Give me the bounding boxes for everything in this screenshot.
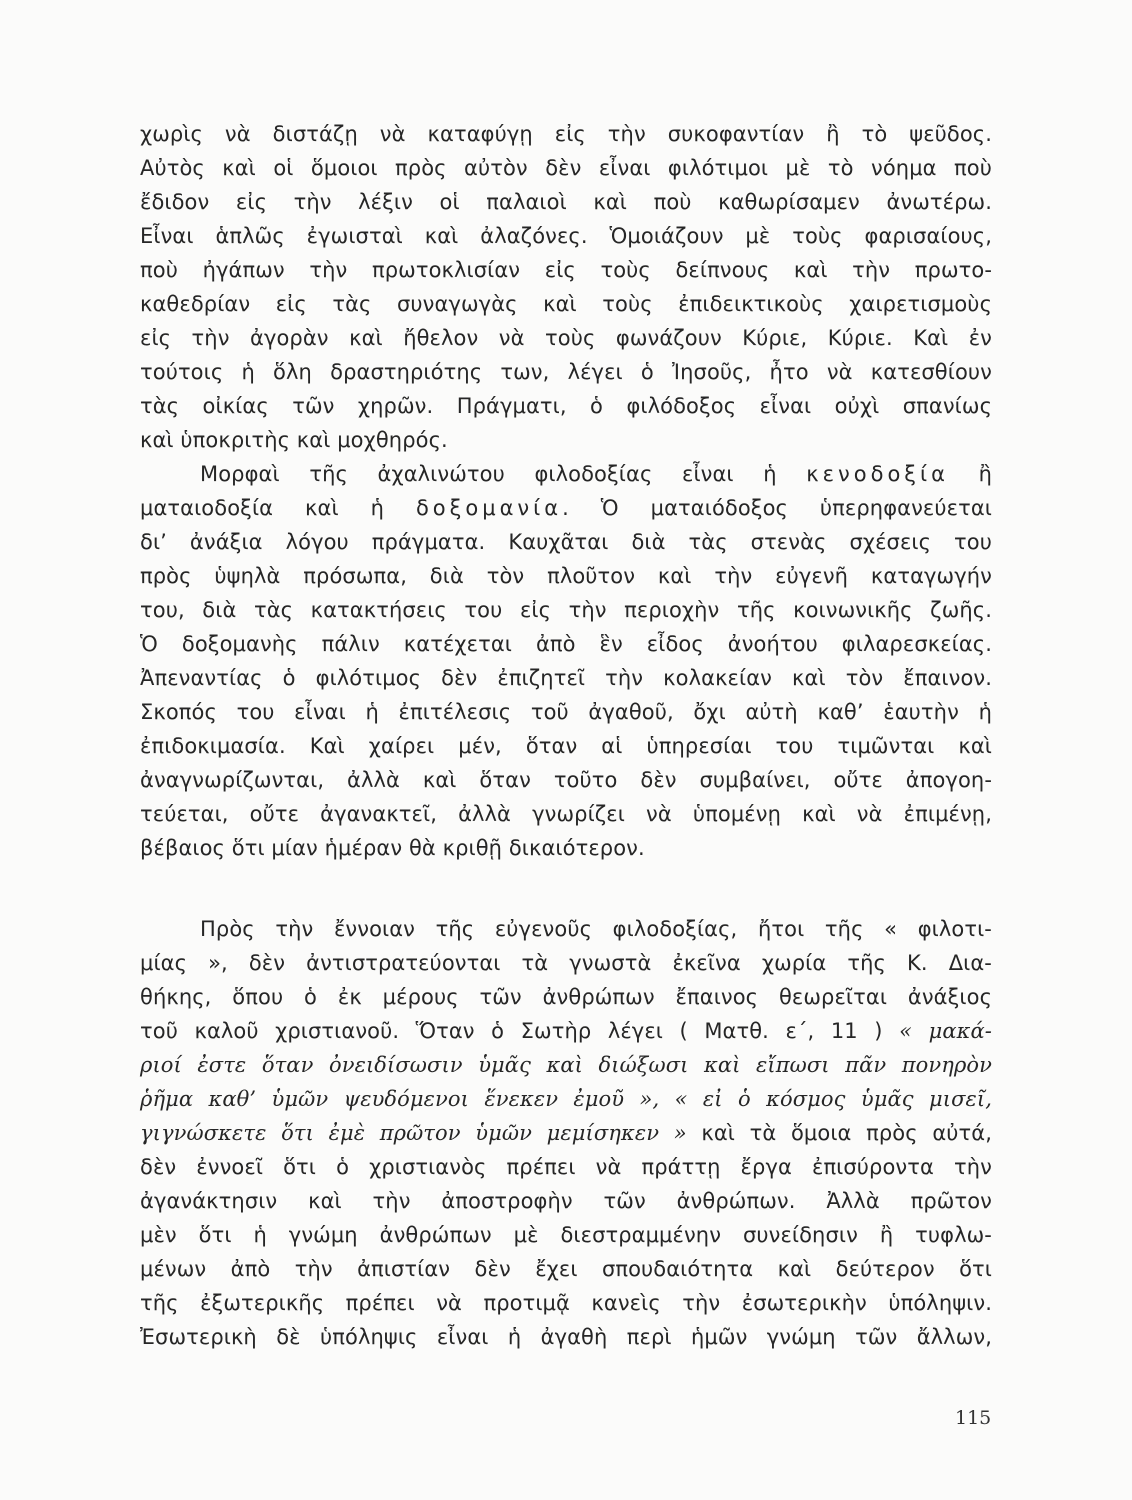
quotation: γιγνώσκετε ὅτι ἐμὲ πρῶτον ὑμῶν μεμίσηκεν » — [140, 1121, 687, 1145]
text-line: τούτοις ἡ ὅλη δραστηριότης των, λέγει ὁ Ἰησοῦς, ἦτο νὰ κατεσθίουν — [140, 360, 992, 384]
text-run: καὶ τὰ ὅμοια πρὸς αὐτά, — [686, 1121, 992, 1145]
text-line: ἐπιδοκιμασία. Καὶ χαίρει μέν, ὅταν αἱ ὑπηρεσίαι του τιμῶνται καὶ — [140, 734, 992, 758]
text-line: Σκοπός του εἶναι ἡ ἐπιτέλεσις τοῦ ἀγαθοῦ, ὄχι αὐτὴ καθ’ ἑαυτὴν ἡ — [140, 700, 992, 724]
text-line: Ἐσωτερικὴ δὲ ὑπόληψις εἶναι ἡ ἀγαθὴ περὶ ἡμῶν γνώμη τῶν ἄλλων, — [140, 1325, 992, 1349]
text-section-2 — [140, 912, 992, 1354]
page-number: 115 — [955, 1407, 992, 1429]
text-line: μὲν ὅτι ἡ γνώμη ἀνθρώπων μὲ διεστραμμένην συνείδησιν ἢ τυφλω- — [140, 1223, 992, 1247]
text-line: Ὁ δοξομανὴς πάλιν κατέχεται ἀπὸ ἓν εἶδος ἀνοήτου φιλαρεσκείας. — [140, 632, 992, 656]
text-run: ἢ — [948, 462, 993, 486]
text-line: Πρὸς τὴν ἔννοιαν τῆς εὐγενοῦς φιλοδοξίας, ἤτοι τῆς « φιλοτι- — [200, 917, 992, 941]
text-line: μένων ἀπὸ τὴν ἀπιστίαν δὲν ἔχει σπουδαιότητα καὶ δεύτερον ὅτι — [140, 1257, 992, 1281]
paragraph-line — [140, 1014, 992, 1048]
quotation-line: ριοί ἐστε ὅταν ὀνειδίσωσιν ὑμᾶς καὶ διώξωσι καὶ εἴπωσι πᾶν πονηρὸν — [140, 1053, 992, 1077]
text-line: Εἶναι ἁπλῶς ἐγωισταὶ καὶ ἀλαζόνες. Ὁμοιάζουν μὲ τοὺς φαρισαίους, — [140, 224, 992, 248]
paragraph-line — [140, 457, 992, 491]
text-line: ἔδιδον εἰς τὴν λέξιν οἱ παλαιοὶ καὶ ποὺ καθωρίσαμεν ἀνωτέρω. — [140, 190, 992, 214]
text-line: τῆς ἐξωτερικῆς πρέπει νὰ προτιμᾷ κανεὶς τὴν ἐσωτερικὴν ὑπόληψιν. — [140, 1291, 992, 1315]
text-line: μίας », δὲν ἀντιστρατεύονται τὰ γνωστὰ ἐκεῖνα χωρία τῆς Κ. Δια- — [140, 951, 992, 975]
quotation: « μακά- — [899, 1019, 992, 1043]
text-line: βέβαιος ὅτι μίαν ἡμέραν θὰ κριθῇ δικαιότερον. — [140, 836, 645, 860]
text-line: του, διὰ τὰς κατακτήσεις του εἰς τὴν περιοχὴν τῆς κοινωνικῆς ζωῆς. — [140, 598, 992, 622]
text-line: εἰς τὴν ἀγορὰν καὶ ἤθελον νὰ τοὺς φωνάζουν Κύριε, Κύριε. Καὶ ἐν — [140, 326, 992, 350]
text-line: χωρὶς νὰ διστάζῃ νὰ καταφύγῃ εἰς τὴν συκοφαντίαν ἢ τὸ ψεῦδος. — [140, 122, 992, 146]
text-run: . Ὁ ματαιόδοξος ὑπερηφανεύεται — [562, 496, 992, 520]
emphasized-term: δοξομανία — [415, 496, 563, 520]
text-run: τοῦ καλοῦ χριστιανοῦ. Ὅταν ὁ Σωτὴρ λέγει ( Ματθ. ε΄, 11 ) — [140, 1019, 900, 1043]
text-line: ἀγανάκτησιν καὶ τὴν ἀποστροφὴν τῶν ἀνθρώπων. Ἀλλὰ πρῶτον — [140, 1189, 992, 1213]
emphasized-term: κενοδοξία — [806, 462, 949, 486]
quotation-line: ῥῆμα καθ’ ὑμῶν ψευδόμενοι ἕνεκεν ἐμοῦ », « εἰ ὁ κόσμος ὑμᾶς μισεῖ, — [140, 1087, 992, 1111]
text-line: δὲν ἐννοεῖ ὅτι ὁ χριστιανὸς πρέπει νὰ πράττῃ ἔργα ἐπισύροντα τὴν — [140, 1155, 992, 1179]
text-line: Ἀπεναντίας ὁ φιλότιμος δὲν ἐπιζητεῖ τὴν κολακείαν καὶ τὸν ἔπαινον. — [140, 666, 992, 690]
text-run: Μορφαὶ τῆς ἀχαλινώτου φιλοδοξίας εἶναι ἡ — [200, 462, 807, 486]
text-line: πρὸς ὑψηλὰ πρόσωπα, διὰ τὸν πλοῦτον καὶ τὴν εὐγενῆ καταγωγήν — [140, 564, 992, 588]
text-line: καὶ ὑποκριτὴς καὶ μοχθηρός. — [140, 428, 448, 452]
text-line: δι’ ἀνάξια λόγου πράγματα. Καυχᾶται διὰ τὰς στενὰς σχέσεις του — [140, 530, 992, 554]
text-line: Αὐτὸς καὶ οἱ ὅμοιοι πρὸς αὐτὸν δὲν εἶναι φιλότιμοι μὲ τὸ νόημα ποὺ — [140, 156, 992, 180]
text-line: τεύεται, οὔτε ἀγανακτεῖ, ἀλλὰ γνωρίζει νὰ ὑπομένῃ καὶ νὰ ἐπιμένῃ, — [140, 802, 992, 826]
paragraph-line — [140, 1116, 992, 1150]
text-line: καθεδρίαν εἰς τὰς συναγωγὰς καὶ τοὺς ἐπιδεικτικοὺς χαιρετισμοὺς — [140, 292, 992, 316]
text-line: ἀναγνωρίζωνται, ἀλλὰ καὶ ὅταν τοῦτο δὲν συμβαίνει, οὔτε ἀπογοη- — [140, 768, 992, 792]
text-line: τὰς οἰκίας τῶν χηρῶν. Πράγματι, ὁ φιλόδοξος εἶναι οὐχὶ σπανίως — [140, 394, 992, 418]
text-section-1 — [140, 117, 992, 865]
text-line: ποὺ ἠγάπων τὴν πρωτοκλισίαν εἰς τοὺς δείπνους καὶ τὴν πρωτο- — [140, 258, 992, 282]
paragraph-line — [140, 491, 992, 525]
text-run: ματαιοδοξία καὶ ἡ — [140, 496, 416, 520]
text-line: θήκης, ὅπου ὁ ἐκ μέρους τῶν ἀνθρώπων ἔπαινος θεωρεῖται ἀνάξιος — [140, 985, 992, 1009]
